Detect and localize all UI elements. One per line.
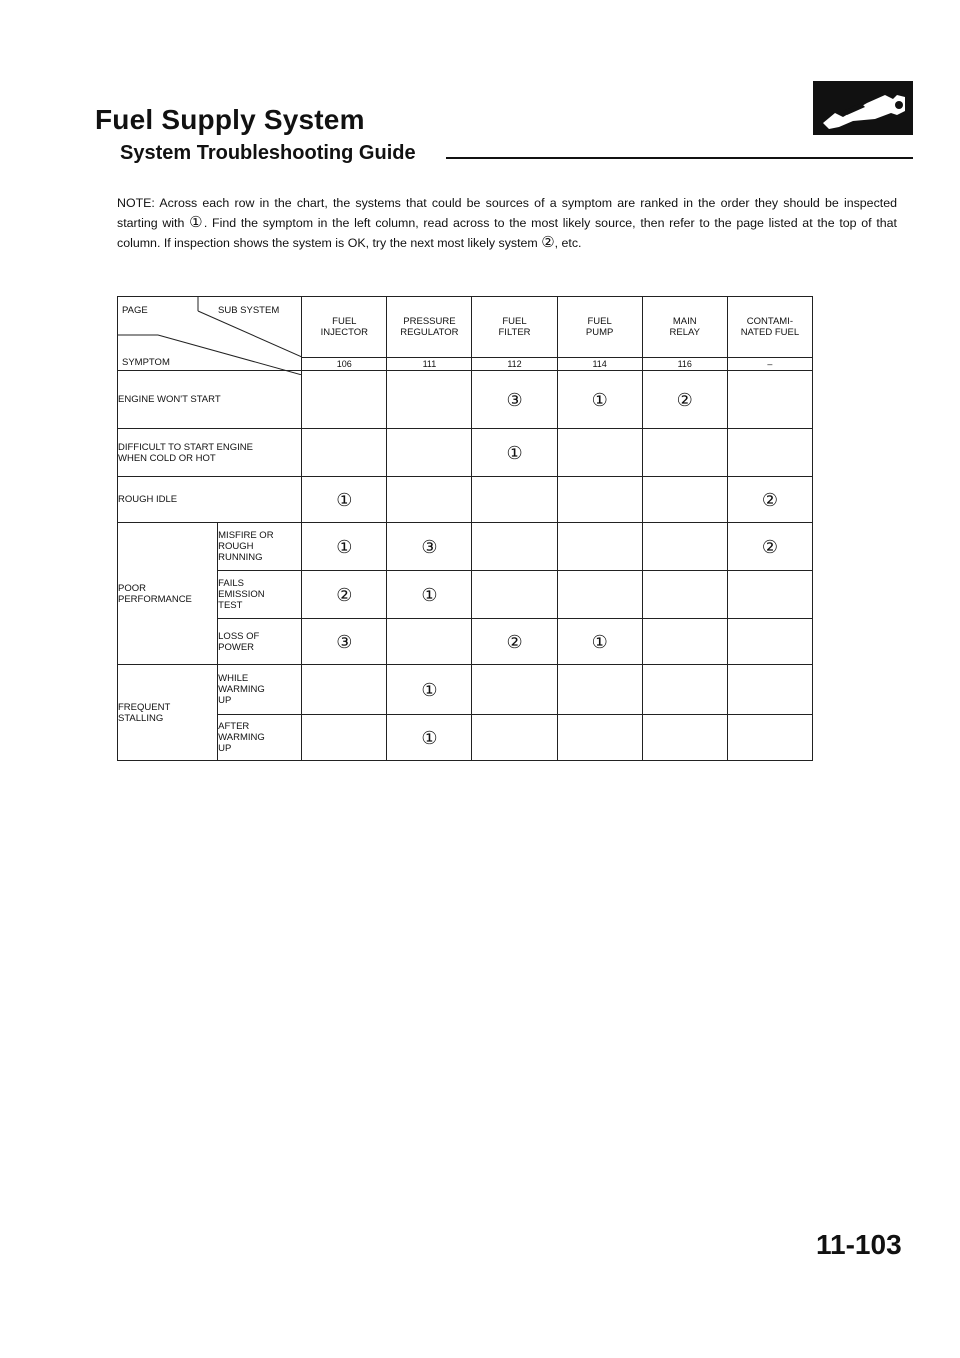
- rank-cell: [727, 371, 812, 429]
- rank-cell: [387, 619, 472, 665]
- page-ref-pressure-regulator: 111: [387, 358, 472, 371]
- symptom-line: TEST: [218, 600, 243, 611]
- note-paragraph: [117, 193, 897, 253]
- header-line: FUEL: [587, 316, 612, 327]
- rank-cell: ③: [302, 619, 387, 665]
- rank-cell: ①: [557, 371, 642, 429]
- symptom-line: ROUGH: [218, 541, 254, 552]
- corner-page-label: PAGE: [122, 305, 148, 316]
- rank-cell: [387, 371, 472, 429]
- rank-cell: [727, 571, 812, 619]
- rank-cell: ②: [642, 371, 727, 429]
- rank-cell: [387, 429, 472, 477]
- symptom-line: FREQUENT: [118, 701, 171, 713]
- rank-cell: [472, 477, 557, 523]
- header-row: [118, 297, 813, 358]
- row-misfire: [118, 523, 813, 571]
- heading-rule: [446, 157, 913, 159]
- rank-cell: [557, 571, 642, 619]
- symptom-group-poor-performance: [118, 523, 218, 665]
- rank-cell: ②: [727, 523, 812, 571]
- page-ref-main-relay: 116: [642, 358, 727, 371]
- symptom-line: PERFORMANCE: [118, 593, 192, 605]
- rank-cell: [387, 477, 472, 523]
- corner-symptom-label: SYMPTOM: [122, 357, 170, 368]
- column-header-pressure-regulator: [387, 297, 472, 358]
- header-line: MAIN: [672, 316, 697, 327]
- rank-cell: [472, 571, 557, 619]
- rank-cell: [472, 523, 557, 571]
- rank-cell: [302, 665, 387, 715]
- rank-cell: [302, 371, 387, 429]
- symptom-line: POWER: [218, 641, 255, 653]
- symptom-line: LOSS OF: [218, 630, 260, 642]
- rank-cell: [727, 429, 812, 477]
- sub-symptom-label: [218, 715, 302, 761]
- header-line: PUMP: [585, 327, 614, 338]
- page-ref-fuel-filter: 112: [472, 358, 557, 371]
- rank-cell: [302, 429, 387, 477]
- symptom-line: WHEN COLD OR HOT: [118, 452, 216, 464]
- header-line: INJECTOR: [320, 327, 368, 338]
- troubleshooting-table: [117, 296, 813, 761]
- symptom-label: [118, 429, 302, 477]
- rank-cell: ①: [387, 715, 472, 761]
- symptom-line: WARMING: [218, 732, 265, 743]
- sub-symptom-label: [218, 665, 302, 715]
- rank-cell: ②: [302, 571, 387, 619]
- row-difficult-to-start: [118, 429, 813, 477]
- rank-cell: ①: [387, 571, 472, 619]
- symptom-label: ENGINE WON'T START: [118, 371, 302, 429]
- page-ref-fuel-pump: 114: [557, 358, 642, 371]
- note-text-1: NOTE: Across each row in the chart, the systems that could be sources of a symptom are ranked in the order they should be inspected starting with: [117, 196, 897, 230]
- row-fails-emission: [118, 571, 813, 619]
- rank-cell: ①: [472, 429, 557, 477]
- page-ref-contaminated-fuel: –: [727, 358, 812, 371]
- symptom-label: ROUGH IDLE: [118, 477, 302, 523]
- rank-cell: [472, 715, 557, 761]
- header-line: RELAY: [669, 327, 700, 338]
- section-heading: [120, 142, 913, 172]
- symptom-line: WARMING: [218, 684, 265, 695]
- header-line: FUEL: [502, 316, 527, 327]
- rank-cell: [557, 477, 642, 523]
- rank-cell: ①: [302, 523, 387, 571]
- rank-cell: ①: [387, 665, 472, 715]
- row-while-warming-up: [118, 665, 813, 715]
- rank-cell: [727, 619, 812, 665]
- column-header-fuel-pump: [557, 297, 642, 358]
- section-subtitle: System Troubleshooting Guide: [120, 142, 416, 164]
- column-header-fuel-filter: [472, 297, 557, 358]
- header-line: PRESSURE: [403, 316, 456, 327]
- header-line: NATED FUEL: [740, 327, 800, 338]
- rank-cell: [727, 665, 812, 715]
- rank-cell: [642, 571, 727, 619]
- rank-cell: [557, 715, 642, 761]
- rank-two-symbol: ②: [541, 234, 555, 251]
- symptom-line: UP: [218, 695, 232, 706]
- rank-cell: ②: [472, 619, 557, 665]
- rank-cell: ③: [472, 371, 557, 429]
- symptom-line: WHILE: [218, 673, 249, 684]
- row-loss-of-power: [118, 619, 813, 665]
- rank-cell: [557, 429, 642, 477]
- header-line: CONTAMI-: [746, 316, 794, 327]
- header-line: REGULATOR: [400, 327, 459, 338]
- rank-cell: [302, 715, 387, 761]
- row-after-warming-up: [118, 715, 813, 761]
- rank-cell: ①: [302, 477, 387, 523]
- symptom-line: AFTER: [218, 721, 250, 732]
- symptom-line: RUNNING: [218, 552, 263, 563]
- page-title: Fuel Supply System: [95, 104, 365, 135]
- column-header-main-relay: [642, 297, 727, 358]
- column-header-fuel-injector: [302, 297, 387, 358]
- rank-cell: [642, 429, 727, 477]
- rank-cell: [557, 523, 642, 571]
- sub-symptom-label: [218, 571, 302, 619]
- note-text-2: . Find the symptom in the left column, read across to the most likely source, then refer to the page listed at the top of that column. If inspection shows the system is OK, try the next most likely system: [117, 216, 897, 250]
- row-engine-wont-start: [118, 371, 813, 429]
- symptom-line: STALLING: [118, 712, 164, 724]
- corner-subsystem-label: SUB SYSTEM: [218, 305, 280, 316]
- fuel-nozzle-icon: [813, 81, 913, 135]
- rank-cell: [727, 715, 812, 761]
- symptom-group-frequent-stalling: [118, 665, 218, 761]
- header-line: FILTER: [498, 327, 531, 338]
- rank-cell: [642, 523, 727, 571]
- row-rough-idle: [118, 477, 813, 523]
- rank-cell: [557, 665, 642, 715]
- header-line: FUEL: [332, 316, 357, 327]
- sub-symptom-label: [218, 619, 302, 665]
- rank-one-symbol: ①: [189, 214, 204, 231]
- symptom-line: DIFFICULT TO START ENGINE: [118, 441, 253, 453]
- rank-cell: [642, 715, 727, 761]
- rank-cell: [642, 665, 727, 715]
- rank-cell: [472, 665, 557, 715]
- rank-cell: [642, 619, 727, 665]
- symptom-line: EMISSION: [218, 589, 265, 600]
- symptom-line: POOR: [118, 582, 146, 594]
- rank-cell: ③: [387, 523, 472, 571]
- note-text-3: , etc.: [554, 236, 582, 250]
- symptom-line: FAILS: [218, 578, 245, 589]
- rank-cell: ②: [727, 477, 812, 523]
- symptom-line: UP: [218, 743, 232, 754]
- page-number: 11-103: [816, 1229, 902, 1260]
- symptom-line: MISFIRE OR: [218, 530, 274, 541]
- sub-symptom-label: [218, 523, 302, 571]
- corner-header-cell: [118, 297, 302, 371]
- rank-cell: [642, 477, 727, 523]
- column-header-contaminated-fuel: [727, 297, 812, 358]
- rank-cell: ①: [557, 619, 642, 665]
- page-ref-fuel-injector: 106: [302, 358, 387, 371]
